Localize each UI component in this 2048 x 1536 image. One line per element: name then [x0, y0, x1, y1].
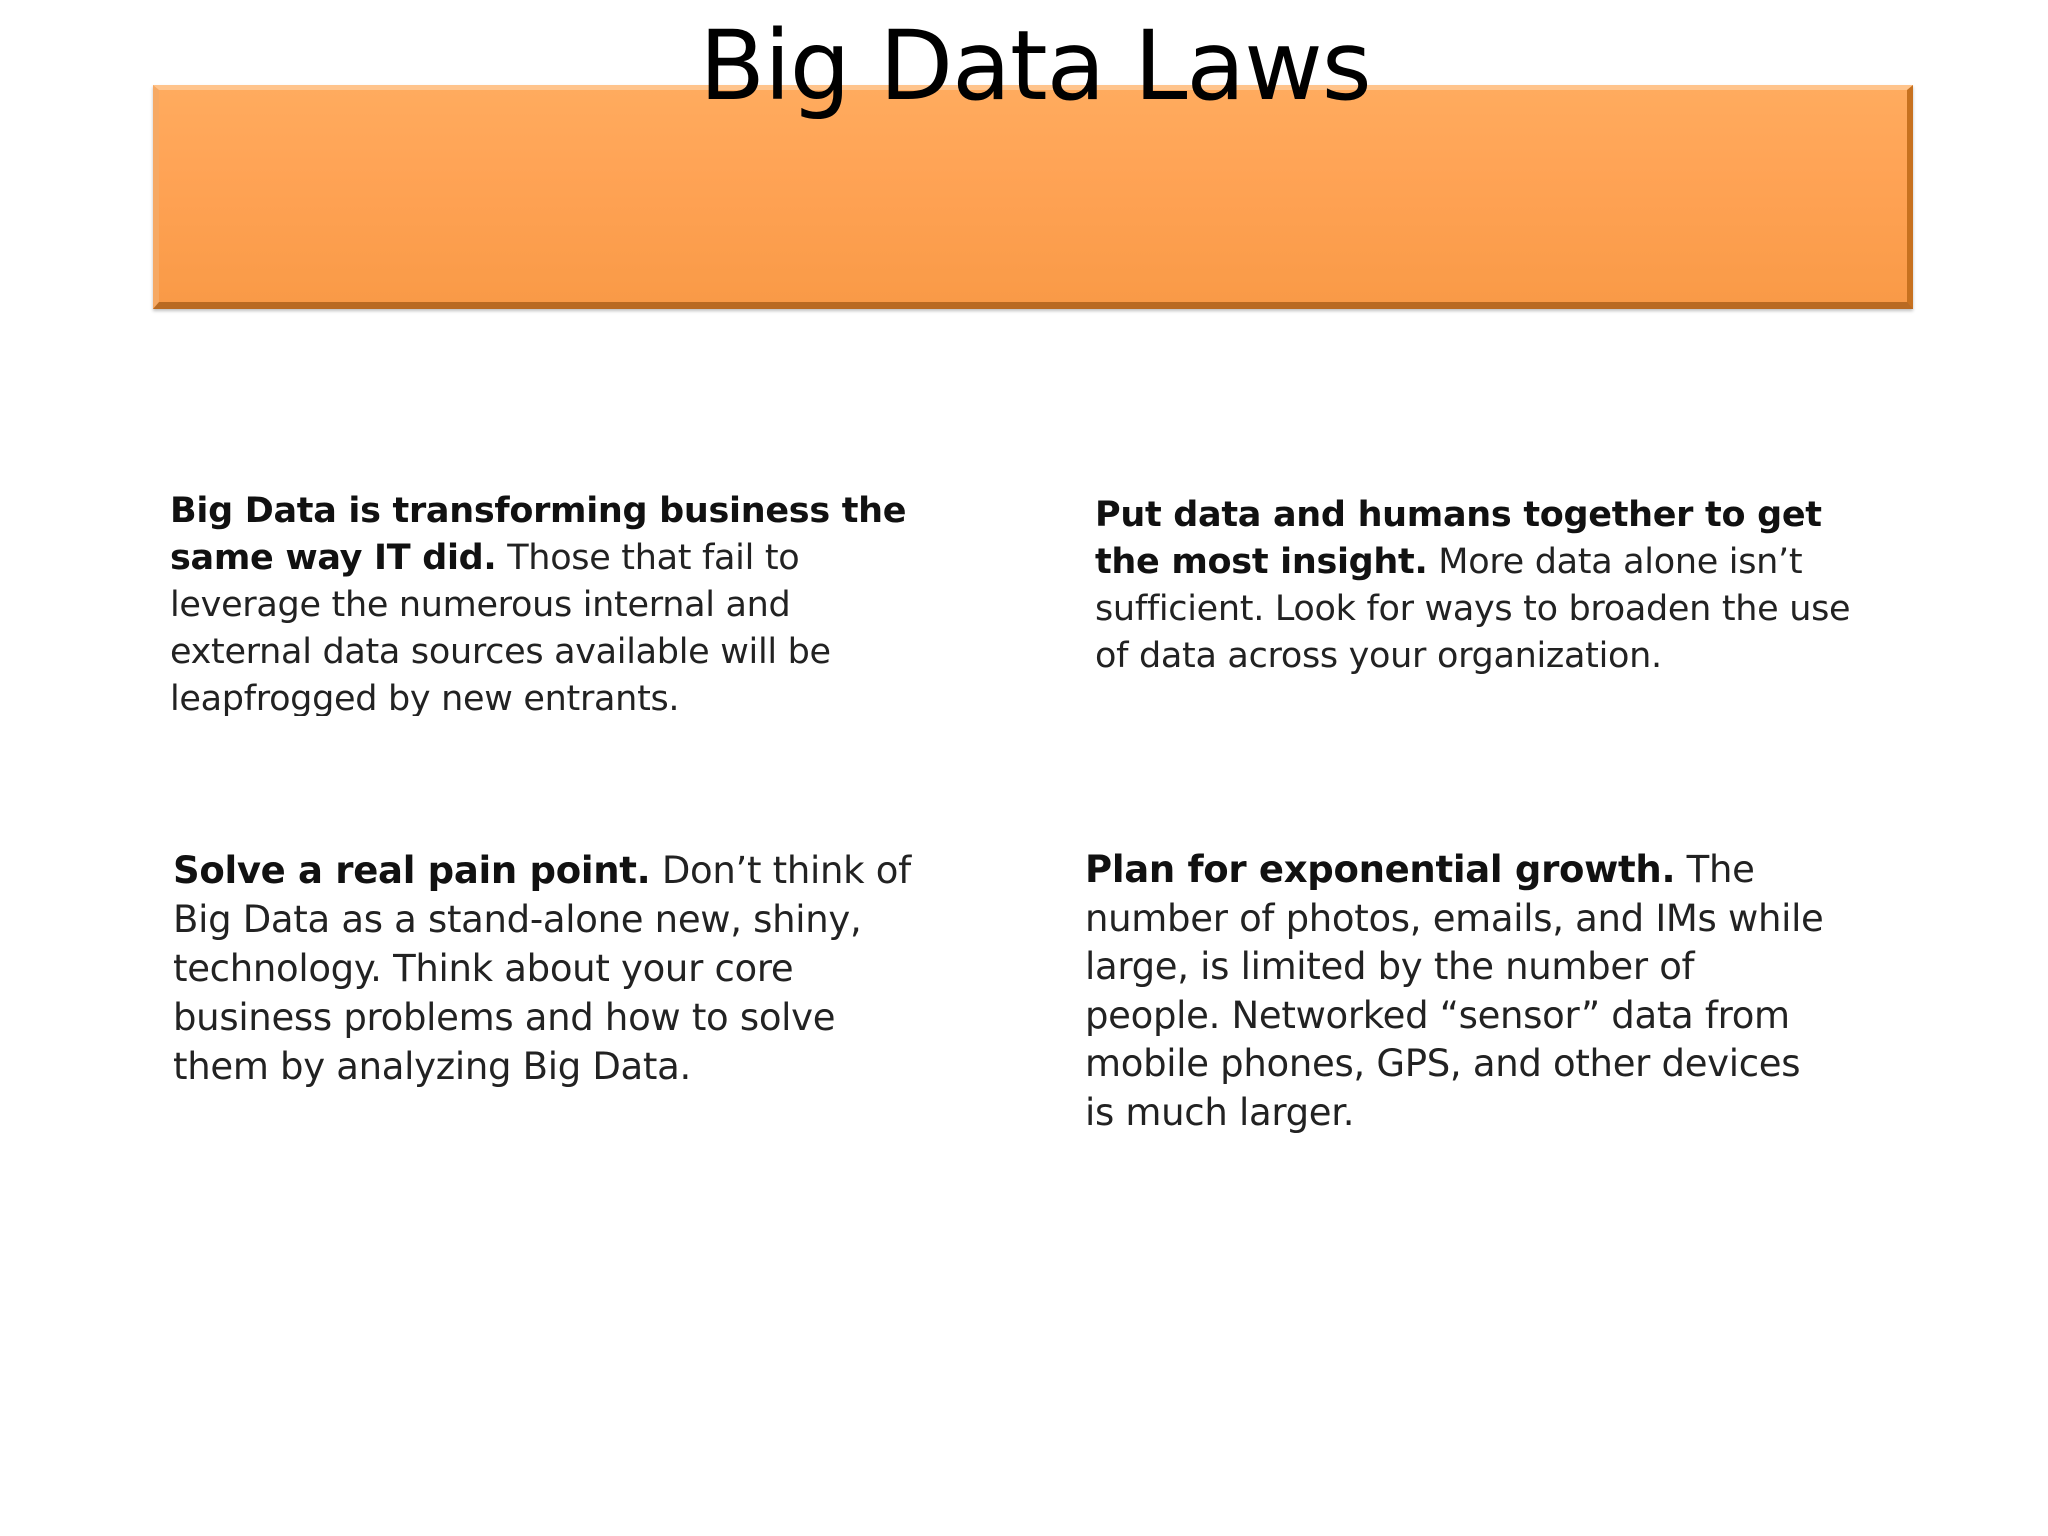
law-real-pain-point: [173, 846, 933, 1091]
law-lead: Plan for exponential growth.: [1085, 848, 1676, 891]
law-body: The number of photos, emails, and IMs while large, is limited by the number of people. Networked “sensor” data from mobile phones, GPS, and other devices is much larger.: [1085, 848, 1824, 1134]
law-lead: Put data and humans together to get the most insight.: [1095, 495, 1822, 582]
law-body: Those that fail to leverage the numerous internal and external data sources available will be leapfrogged by new entrants.: [170, 538, 831, 716]
law-exponential-growth: [1085, 846, 1825, 1137]
law-lead: Solve a real pain point.: [173, 849, 651, 892]
slide-title: Big Data Laws: [699, 10, 1371, 122]
law-data-and-humans: [1095, 492, 1855, 680]
law-transforming-business: [170, 488, 910, 716]
law-body: Don’t think of Big Data as a stand-alone new, shiny, technology. Think about your core business problems and how to solve them by analyzing Big Data.: [173, 849, 911, 1088]
law-body: More data alone isn’t sufficient. Look for ways to broaden the use of data across your organization.: [1095, 542, 1851, 676]
law-lead: Big Data is transforming business the same way IT did.: [170, 491, 907, 578]
